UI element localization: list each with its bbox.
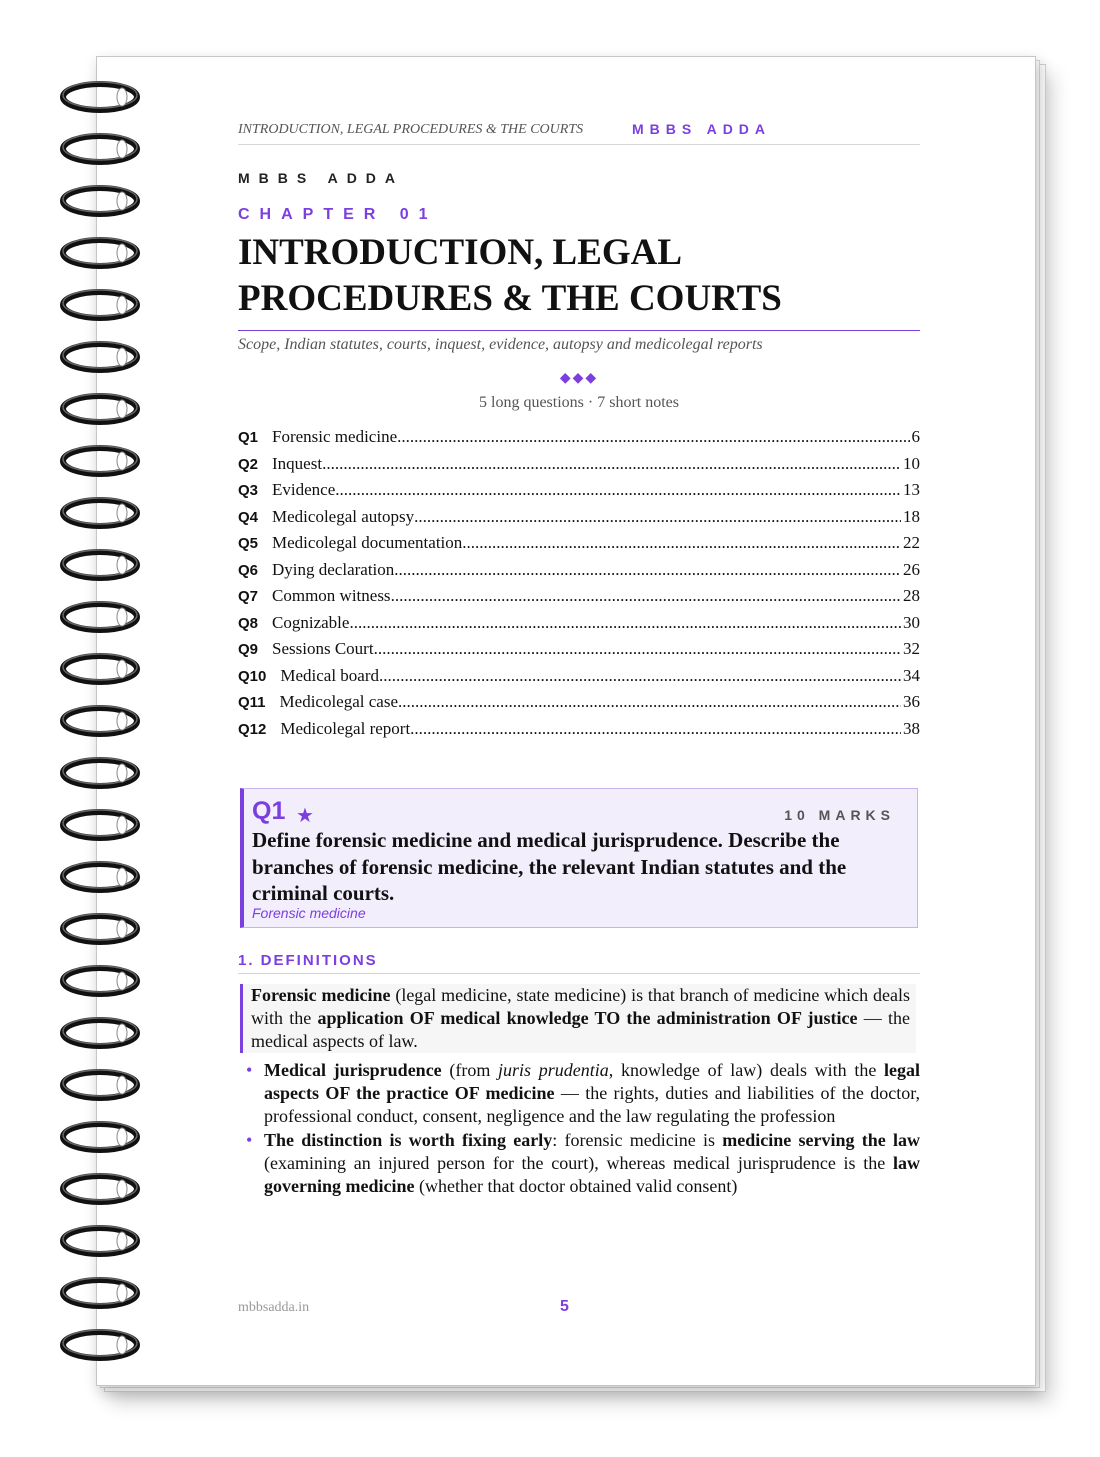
- spiral-ring-icon: [60, 236, 142, 270]
- spiral-ring-icon: [60, 184, 142, 218]
- definition-emphasis: application OF medical knowledge TO the administration OF justice: [317, 1008, 858, 1028]
- table-of-contents: [238, 427, 920, 745]
- toc-row: [238, 560, 920, 587]
- spiral-ring-icon: [60, 132, 142, 166]
- spiral-ring-icon: [60, 548, 142, 582]
- chapter-title: [238, 230, 920, 331]
- toc-question-number: Q1: [238, 429, 259, 446]
- spiral-ring-icon: [60, 80, 142, 114]
- spiral-ring-icon: [60, 1172, 142, 1206]
- spiral-ring-icon: [60, 1328, 142, 1362]
- toc-title: Forensic medicine: [272, 427, 398, 446]
- toc-page-number: 30: [903, 612, 920, 632]
- question-number: Q1: [252, 797, 286, 825]
- toc-row: [238, 427, 920, 454]
- toc-leader-dots: [394, 560, 901, 580]
- toc-title: Cognizable: [272, 612, 350, 632]
- question-marks: 10 MARKS: [784, 807, 895, 823]
- toc-row: [238, 533, 920, 560]
- spiral-ring-icon: [60, 1224, 142, 1258]
- spiral-ring-icon: [60, 964, 142, 998]
- toc-row: [238, 639, 920, 666]
- spiral-ring-icon: [60, 1120, 142, 1154]
- toc-title: Medicolegal case: [279, 692, 398, 711]
- toc-page-number: 26: [903, 559, 920, 579]
- question-text: Define forensic medicine and medical jurisprudence. Describe the branches of forensic medicine, the relevant Indian statutes and the criminal courts.: [252, 828, 847, 905]
- toc-question-number: Q6: [238, 561, 259, 579]
- toc-page-number: 38: [903, 718, 920, 738]
- toc-leader-dots: [414, 507, 901, 527]
- toc-leader-dots: [379, 666, 901, 686]
- question-topic-tag: Forensic medicine: [252, 905, 366, 921]
- toc-page-number: 10: [903, 453, 920, 473]
- toc-leader-dots: [391, 586, 901, 606]
- bullet-italic: juris prudentia: [498, 1060, 609, 1080]
- toc-title: Sessions Court: [272, 639, 374, 658]
- toc-title: Medical board: [280, 665, 380, 685]
- question-box: [240, 788, 918, 928]
- spiral-ring-icon: [60, 756, 142, 790]
- spiral-ring-icon: [60, 704, 142, 738]
- toc-row: [238, 666, 920, 693]
- toc-row: [238, 507, 920, 534]
- toc-page-number: 34: [903, 665, 920, 685]
- diamond-ornament: ◆◆◆: [559, 371, 599, 386]
- toc-leader-dots: [335, 480, 901, 500]
- running-head-title: INTRODUCTION, LEGAL PROCEDURES & THE COURTS: [238, 122, 584, 137]
- toc-leader-dots: [462, 533, 901, 553]
- spiral-ring-icon: [60, 1016, 142, 1050]
- question-counts: 5 long questions · 7 short notes: [479, 394, 679, 411]
- chapter-title-line-2: PROCEDURES & THE COURTS: [238, 278, 782, 319]
- toc-page-number: 36: [903, 692, 920, 711]
- toc-title: Inquest: [272, 453, 323, 473]
- definition-box: [240, 984, 916, 1053]
- toc-leader-dots: [322, 454, 901, 474]
- spiral-ring-icon: [60, 860, 142, 894]
- toc-leader-dots: [349, 613, 901, 633]
- definition-text-1: (legal medicine, state medicine) is that branch of medicine which deals with the: [251, 985, 910, 1028]
- toc-page-number: 13: [903, 480, 920, 499]
- spiral-ring-icon: [60, 340, 142, 374]
- bullet-term: The distinction is worth fixing early: [264, 1130, 553, 1150]
- spiral-ring-icon: [60, 496, 142, 530]
- chapter-title-line-1: INTRODUCTION, LEGAL: [238, 232, 683, 273]
- toc-question-number: Q11: [238, 694, 266, 711]
- toc-row: [238, 454, 920, 481]
- toc-question-number: Q3: [238, 482, 259, 499]
- toc-page-number: 32: [903, 639, 920, 658]
- spiral-ring-icon: [60, 1068, 142, 1102]
- definition-text-2: — the medical aspects of law.: [251, 1008, 910, 1051]
- bullet-text: (whether that doctor obtained valid consent): [414, 1176, 738, 1196]
- bullet-emphasis: legal aspects OF the practice OF medicine: [264, 1060, 921, 1103]
- toc-question-number: Q8: [238, 614, 259, 632]
- list-item: [244, 1059, 920, 1128]
- bullet-text: (examining an injured person for the court), whereas medical jurisprudence is the: [264, 1153, 893, 1173]
- bullet-emphasis: law governing medicine: [264, 1153, 920, 1196]
- footer-site: mbbsadda.in: [238, 1300, 310, 1315]
- toc-title: Evidence: [272, 480, 336, 499]
- toc-row: [238, 586, 920, 613]
- toc-row: [238, 692, 920, 719]
- spiral-ring-icon: [60, 912, 142, 946]
- spiral-ring-icon: [60, 392, 142, 426]
- toc-row: [238, 480, 920, 507]
- toc-question-number: Q9: [238, 641, 259, 658]
- bullet-emphasis: medicine serving the law: [722, 1130, 920, 1150]
- toc-title: Medicolegal documentation: [272, 533, 463, 552]
- toc-leader-dots: [398, 692, 901, 712]
- toc-row: [238, 719, 920, 746]
- toc-question-number: Q5: [238, 535, 259, 552]
- spiral-ring-icon: [60, 652, 142, 686]
- spiral-ring-icon: [60, 288, 142, 322]
- toc-leader-dots: [374, 639, 901, 659]
- running-head: [238, 122, 920, 145]
- toc-page-number: 6: [911, 427, 920, 446]
- star-icon: ★: [296, 805, 314, 827]
- list-item: [244, 1129, 920, 1198]
- bullet-text: , knowledge of law) deals with the: [608, 1060, 885, 1080]
- section-heading: 1. DEFINITIONS: [238, 952, 920, 974]
- toc-question-number: Q7: [238, 588, 259, 605]
- toc-title: Medicolegal autopsy: [272, 506, 415, 526]
- bullet-text: : forensic medicine is: [552, 1130, 723, 1150]
- toc-question-number: Q10: [238, 667, 267, 685]
- chapter-label: CHAPTER 01: [238, 206, 438, 223]
- brand-name: MBBS ADDA: [238, 170, 405, 186]
- chapter-subtitle: Scope, Indian statutes, courts, inquest, evidence, autopsy and medicolegal reports: [238, 336, 763, 353]
- toc-page-number: 22: [903, 533, 920, 552]
- spiral-ring-icon: [60, 600, 142, 634]
- toc-question-number: Q4: [238, 508, 259, 526]
- toc-page-number: 28: [903, 586, 920, 605]
- spiral-ring-icon: [60, 808, 142, 842]
- definition-term: Forensic medicine: [251, 985, 391, 1005]
- toc-question-number: Q2: [238, 455, 259, 473]
- toc-leader-dots: [410, 719, 901, 739]
- bullet-text: — the rights, duties and liabilities of the doctor, professional conduct, consent, negligence and the law regulating the profession: [264, 1083, 921, 1126]
- definition-bullets: [244, 1059, 920, 1199]
- toc-title: Medicolegal report: [280, 718, 411, 738]
- toc-row: [238, 613, 920, 640]
- running-head-brand: MBBS ADDA: [632, 121, 772, 137]
- footer-page-number: 5: [560, 1298, 569, 1315]
- bullet-term: Medical jurisprudence: [264, 1060, 442, 1080]
- toc-page-number: 18: [903, 506, 920, 526]
- spiral-ring-icon: [60, 444, 142, 478]
- toc-question-number: Q12: [238, 720, 267, 738]
- toc-leader-dots: [397, 427, 909, 447]
- toc-title: Dying declaration: [272, 559, 395, 579]
- bullet-text: (from: [441, 1060, 499, 1080]
- toc-title: Common witness: [272, 586, 391, 605]
- spiral-ring-icon: [60, 1276, 142, 1310]
